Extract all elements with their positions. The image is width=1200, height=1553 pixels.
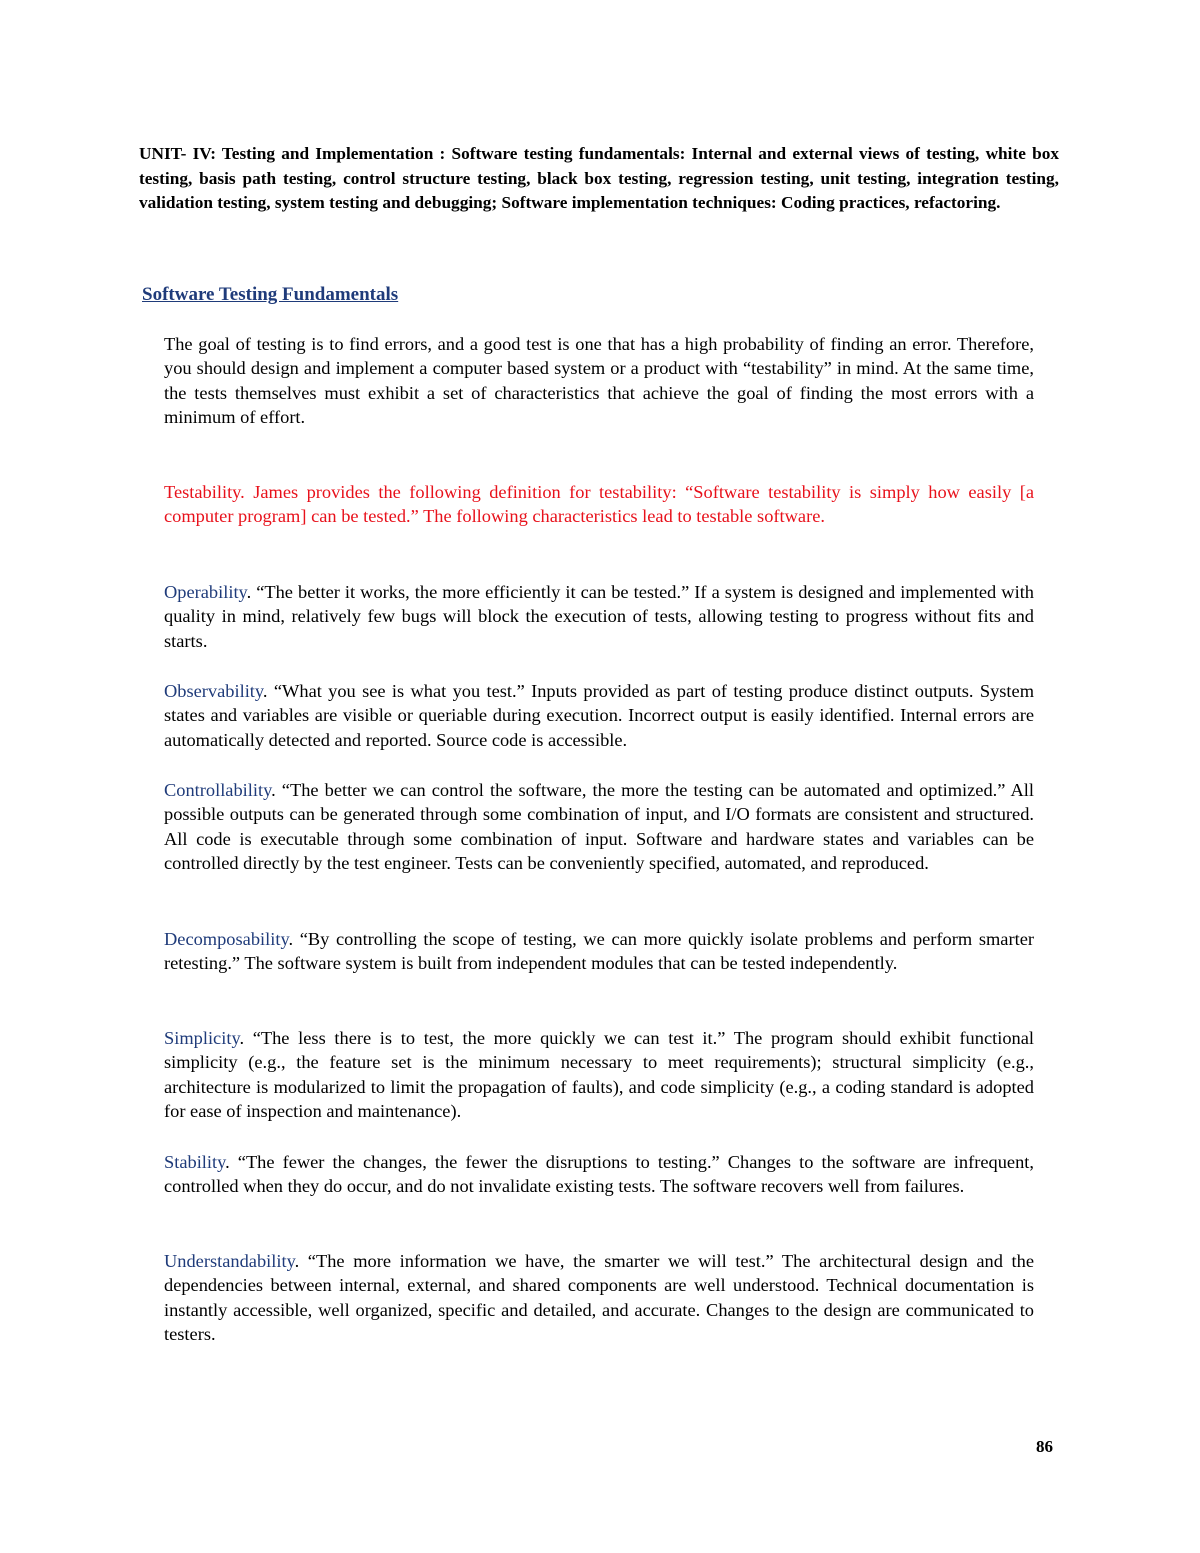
operability-term: Operability — [164, 582, 247, 602]
section-title: Software Testing Fundamentals — [142, 284, 399, 305]
decomposability-term: Decomposability — [164, 929, 289, 949]
observability-term: Observability — [164, 681, 263, 701]
simplicity-term: Simplicity — [164, 1028, 240, 1048]
understandability-text: . “The more information we have, the smarter we will test.” The architectural design and the dependencies between internal, external, and shared components are well understood. Technical documentation is instantly accessible, well organized, specific and detailed, and accurate. Changes to the design are communicated to testers. — [164, 1251, 1034, 1345]
understandability-paragraph — [164, 1249, 1034, 1347]
stability-text: . “The fewer the changes, the fewer the disruptions to testing.” Changes to the software are infrequent, controlled when they do occur, and do not invalidate existing tests. The software recovers well from failures. — [164, 1152, 1034, 1197]
simplicity-text: . “The less there is to test, the more quickly we can test it.” The program should exhibit functional simplicity (e.g., the feature set is the minimum necessary to meet requirements); structural simplicity (e.g., architecture is modularized to limit the propagation of faults), and code simplicity (e.g., a coding standard is adopted for ease of inspection and maintenance). — [164, 1028, 1034, 1122]
stability-paragraph — [164, 1150, 1034, 1199]
operability-paragraph — [164, 580, 1034, 653]
testability-paragraph: Testability. James provides the following definition for testability: “Software testability is simply how easily [a computer program] can be tested.” The following characteristics lead to testable software. — [164, 482, 1034, 527]
controllability-text: . “The better we can control the software, the more the testing can be automated and optimized.” All possible outputs can be generated through some combination of input, and I/O formats are consistent and structured. All code is executable through some combination of input. Software and hardware states and variables can be controlled directly by the test engineer. Tests can be conveniently specified, automated, and reproduced. — [164, 780, 1034, 874]
controllability-term: Controllability — [164, 780, 272, 800]
observability-paragraph — [164, 679, 1034, 752]
operability-text: . “The better it works, the more efficiently it can be tested.” If a system is designed and implemented with quality in mind, relatively few bugs will block the execution of tests, allowing testing to progress without fits and starts. — [164, 582, 1034, 651]
intro-paragraph: The goal of testing is to find errors, and a good test is one that has a high probability of finding an error. Therefore, you should design and implement a computer based system or a product with “testability” in mind. At the same time, the tests themselves must exhibit a set of characteristics that achieve the goal of finding the most errors with a minimum of effort. — [164, 334, 1034, 428]
page-number: 86 — [1036, 1437, 1053, 1456]
controllability-paragraph — [164, 778, 1034, 876]
understandability-term: Understandability — [164, 1251, 295, 1271]
observability-text: . “What you see is what you test.” Inputs provided as part of testing produce distinct outputs. System states and variables are visible or queriable during execution. Incorrect output is easily identified. Internal errors are automatically detected and reported. Source code is accessible. — [164, 681, 1034, 750]
simplicity-paragraph — [164, 1026, 1034, 1124]
stability-term: Stability — [164, 1152, 226, 1172]
unit-header: UNIT- IV: Testing and Implementation : Software testing fundamentals: Internal and external views of testing, white box testing, basis path testing, control structure testing, black box testing, regression testing, unit testing, integration testing, validation testing, system testing and debugging; Software implementation techniques: Coding practices, refactoring. — [139, 144, 1059, 212]
decomposability-paragraph — [164, 927, 1034, 976]
decomposability-text: . “By controlling the scope of testing, we can more quickly isolate problems and perform smarter retesting.” The software system is built from independent modules that can be tested independently. — [164, 929, 1034, 974]
